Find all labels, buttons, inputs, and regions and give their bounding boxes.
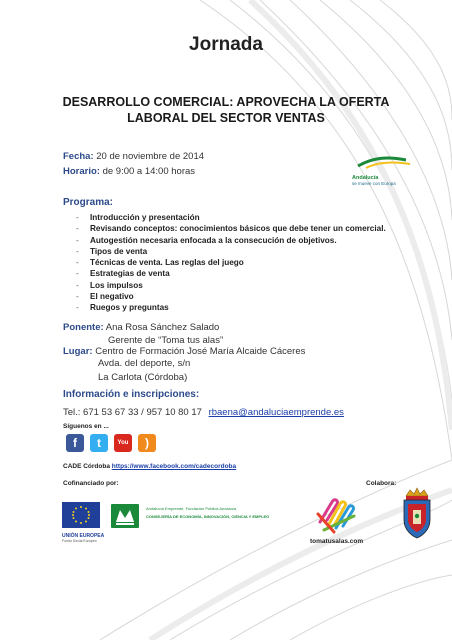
junta-andalucia-emblem	[111, 504, 139, 533]
programa-bullet: -	[76, 235, 79, 245]
fecha-row	[63, 151, 204, 162]
social-heading: Síguenos en ...	[63, 423, 109, 430]
programa-item-text: Introducción y presentación	[90, 213, 200, 222]
rss-icon[interactable]: )	[138, 434, 156, 452]
programa-item-text: Autogestión necesaria enfocada a la consecución de objetivos.	[90, 235, 337, 245]
cade-label: CADE Córdoba	[63, 463, 110, 470]
programa-list	[76, 212, 386, 314]
lugar-label: Lugar:	[63, 346, 93, 357]
programa-item-text: Estrategias de venta	[90, 269, 170, 279]
programa-item	[76, 246, 386, 257]
tomatusalas-logo	[314, 492, 360, 539]
programa-item-text: Técnicas de venta. Las reglas del juego	[90, 258, 244, 268]
coat-of-arms-logo	[400, 486, 434, 545]
colabora-label: Colabora:	[366, 480, 397, 487]
programa-bullet: -	[76, 224, 79, 234]
contact-row	[63, 407, 344, 418]
andalucia-logo-line-2: se mueve con Europa	[352, 181, 396, 186]
andalucia-logo-line-1: Andalucía	[352, 175, 379, 181]
programa-item	[76, 291, 386, 302]
programa-item-text: Los impulsos	[90, 280, 143, 290]
lugar-line-3: La Carlota (Córdoba)	[98, 372, 188, 383]
programa-item-text: Ruegos y preguntas	[90, 303, 169, 313]
programa-bullet: -	[76, 246, 79, 256]
event-title	[40, 94, 412, 126]
junta-line-2: CONSEJERÍA DE ECONOMÍA, INNOVACIÓN, CIENCIA Y EMPLEO	[146, 514, 270, 519]
programa-item-text: Tipos de venta	[90, 246, 148, 256]
programa-item	[76, 268, 386, 279]
event-title-line-2: LABORAL DEL SECTOR VENTAS	[127, 111, 325, 125]
facebook-icon[interactable]: f	[66, 434, 84, 452]
eu-sub-label: Fondo Social Europeo	[62, 539, 97, 543]
info-heading: Información e inscripciones:	[63, 389, 200, 400]
coat-of-arms-icon	[400, 486, 434, 540]
horario-label: Horario:	[63, 166, 100, 177]
programa-bullet: -	[76, 213, 79, 222]
ponente-row	[63, 322, 219, 333]
andalucia-swoosh-icon	[352, 154, 414, 170]
email-link[interactable]: rbaena@andaluciaemprende.es	[208, 407, 344, 418]
junta-line-1: Andalucía Emprende, Fundación Pública Andaluza	[146, 506, 237, 511]
cade-row	[63, 463, 236, 470]
fecha-label: Fecha:	[63, 151, 94, 162]
programa-item	[76, 280, 386, 291]
programa-item	[76, 212, 386, 223]
eu-logo	[62, 502, 105, 543]
programa-bullet: -	[76, 280, 79, 290]
junta-emblem-icon	[111, 504, 139, 528]
phone-numbers: Tel.: 671 53 67 33 / 957 10 80 17	[63, 407, 202, 418]
programa-bullet: -	[76, 258, 79, 268]
fecha-value: 20 de noviembre de 2014	[96, 151, 205, 162]
event-title-line-1: DESARROLLO COMERCIAL: APROVECHA LA OFERTA	[62, 95, 390, 109]
horario-row	[63, 166, 195, 177]
programa-item	[76, 235, 386, 246]
ponente-name: Ana Rosa Sánchez Salado	[105, 322, 220, 333]
programa-bullet: -	[76, 292, 79, 302]
page-title: Jornada	[189, 34, 263, 55]
cofinanciado-label: Cofinanciado por:	[63, 480, 119, 487]
programa-bullet: -	[76, 303, 79, 313]
tomatusalas-label: tomatusalas.com	[310, 538, 364, 545]
programa-bullet: -	[76, 269, 79, 279]
programa-item	[76, 302, 386, 313]
junta-text	[146, 506, 269, 519]
eu-label: UNIÓN EUROPEA	[62, 533, 105, 539]
programa-item	[76, 223, 386, 234]
horario-value: de 9:00 a 14:00 horas	[102, 166, 196, 177]
social-icons	[66, 434, 166, 454]
lugar-line-2: Avda. del deporte, s/n	[98, 358, 191, 369]
ponente-label: Ponente:	[63, 322, 104, 333]
youtube-icon[interactable]: You	[114, 434, 132, 452]
lugar-row	[63, 346, 305, 357]
eu-flag-icon	[62, 502, 100, 528]
andalucia-europa-logo	[352, 154, 414, 186]
twitter-icon[interactable]: t	[90, 434, 108, 452]
programa-item-text: El negativo	[90, 292, 134, 302]
programa-heading: Programa:	[63, 197, 114, 208]
paperclips-icon	[314, 492, 360, 534]
lugar-line-1: Centro de Formación José María Alcaide Cáceres	[95, 346, 306, 357]
cade-facebook-link[interactable]: https://www.facebook.com/cadecordoba	[111, 463, 237, 470]
programa-item	[76, 257, 386, 268]
programa-item-text: Revisando conceptos: conocimientos básicos que debe tener un comercial.	[90, 224, 386, 234]
ponente-role: Gerente de “Toma tus alas”	[108, 335, 224, 346]
